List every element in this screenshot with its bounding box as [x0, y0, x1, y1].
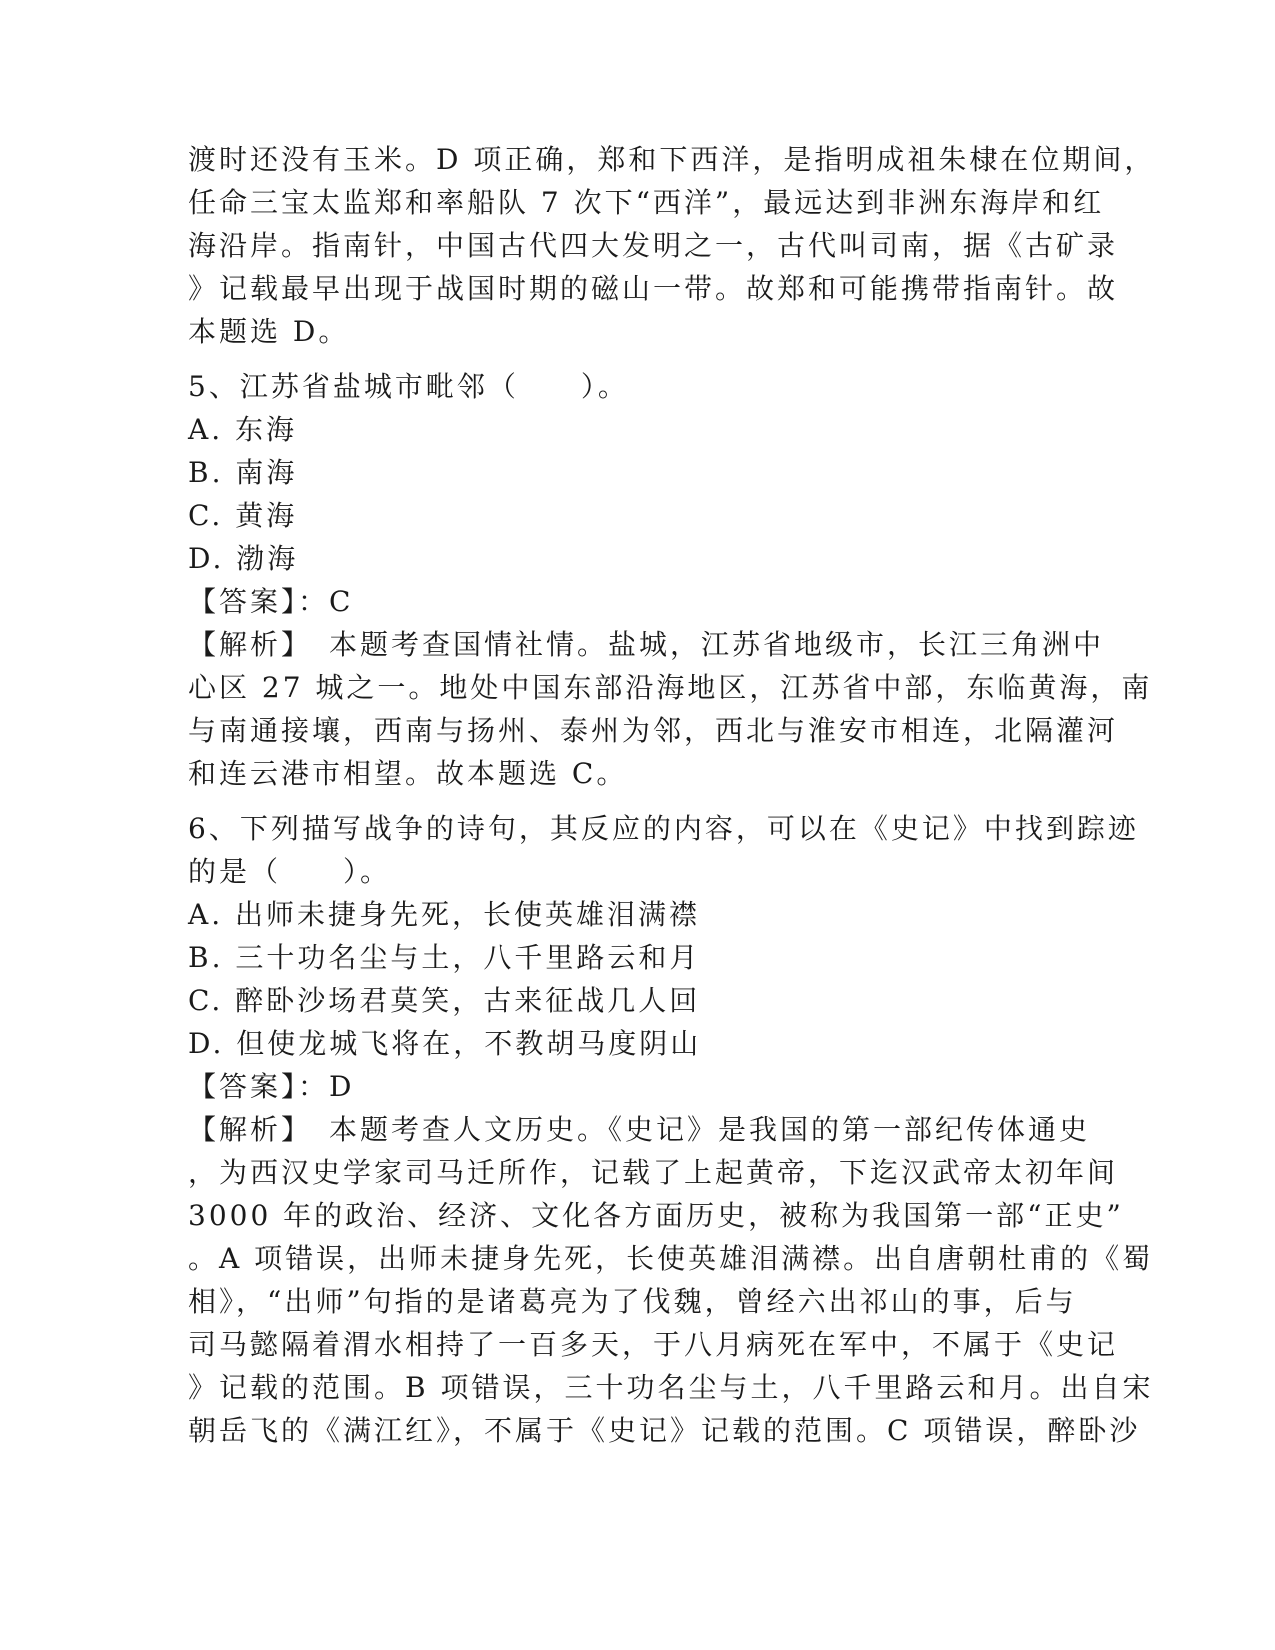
- analysis-line: 朝岳飞的《满江红》，不属于《史记》记载的范围。C 项错误，醉卧沙: [188, 1414, 1141, 1447]
- analysis-line: 司马懿隔着渭水相持了一百多天，于八月病死在军中，不属于《史记: [188, 1328, 1119, 1361]
- analysis-line: 与南通接壤，西南与扬州、泰州为邻，西北与淮安市相连，北隔灌河: [188, 714, 1119, 747]
- option-c: C. 醉卧沙场君莫笑，古来征战几人回: [188, 984, 701, 1017]
- option-b: B. 南海: [188, 456, 298, 489]
- text-line: 本题选 D。: [188, 315, 350, 348]
- analysis-line: 心区 27 城之一。地处中国东部沿海地区，江苏省中部，东临黄海，南: [188, 671, 1153, 704]
- analysis-line: 【解析】 本题考查人文历史。《史记》是我国的第一部纪传体通史: [188, 1113, 1091, 1146]
- answer: 【答案】：C: [188, 585, 354, 618]
- question-5: [188, 365, 1153, 795]
- option-b: B. 三十功名尘与土，八千里路云和月: [188, 941, 701, 974]
- text-line: 渡时还没有玉米。D 项正确，郑和下西洋，是指明成祖朱棣在位期间，: [188, 143, 1156, 176]
- analysis-line: 3000 年的政治、经济、文化各方面历史，被称为我国第一部“正史”: [188, 1199, 1124, 1232]
- option-c: C. 黄海: [188, 499, 298, 532]
- question-text: 5、江苏省盐城市毗邻（ ）。: [188, 370, 629, 403]
- option-d: D. 但使龙城飞将在，不教胡马度阴山: [188, 1027, 702, 1060]
- text-line: 任命三宝太监郑和率船队 7 次下“西洋”，最远达到非洲东海岸和红: [188, 186, 1105, 219]
- question-text: 6、下列描写战争的诗句，其反应的内容，可以在《史记》中找到踪迹: [188, 812, 1139, 845]
- analysis-line: 和连云港市相望。故本题选 C。: [188, 757, 628, 790]
- text-line: 海沿岸。指南针，中国古代四大发明之一，古代叫司南，据《古矿录: [188, 229, 1119, 262]
- analysis-line: 相》，“出师”句指的是诸葛亮为了伐魏，曾经六出祁山的事，后与: [188, 1285, 1077, 1318]
- analysis-line: 》记载的范围。B 项错误，三十功名尘与土，八千里路云和月。出自宋: [188, 1371, 1154, 1404]
- answer: 【答案】：D: [188, 1070, 355, 1103]
- document-page: [188, 138, 1156, 1452]
- option-a: A. 东海: [188, 413, 298, 446]
- analysis-line: 【解析】 本题考查国情社情。盐城，江苏省地级市，长江三角洲中: [188, 628, 1105, 661]
- question-6: [188, 807, 1154, 1452]
- text-line: 》记载最早出现于战国时期的磁山一带。故郑和可能携带指南针。故: [188, 272, 1119, 305]
- previous-analysis-continuation: [188, 138, 1156, 353]
- option-a: A. 出师未捷身先死，长使英雄泪满襟: [188, 898, 701, 931]
- option-d: D. 渤海: [188, 542, 299, 575]
- analysis-line: 。A 项错误，出师未捷身先死，长使英雄泪满襟。出自唐朝杜甫的《蜀: [188, 1242, 1154, 1275]
- analysis-line: ，为西汉史学家司马迁所作，记载了上起黄帝，下迄汉武帝太初年间: [188, 1156, 1119, 1189]
- question-text: 的是（ ）。: [188, 855, 392, 888]
